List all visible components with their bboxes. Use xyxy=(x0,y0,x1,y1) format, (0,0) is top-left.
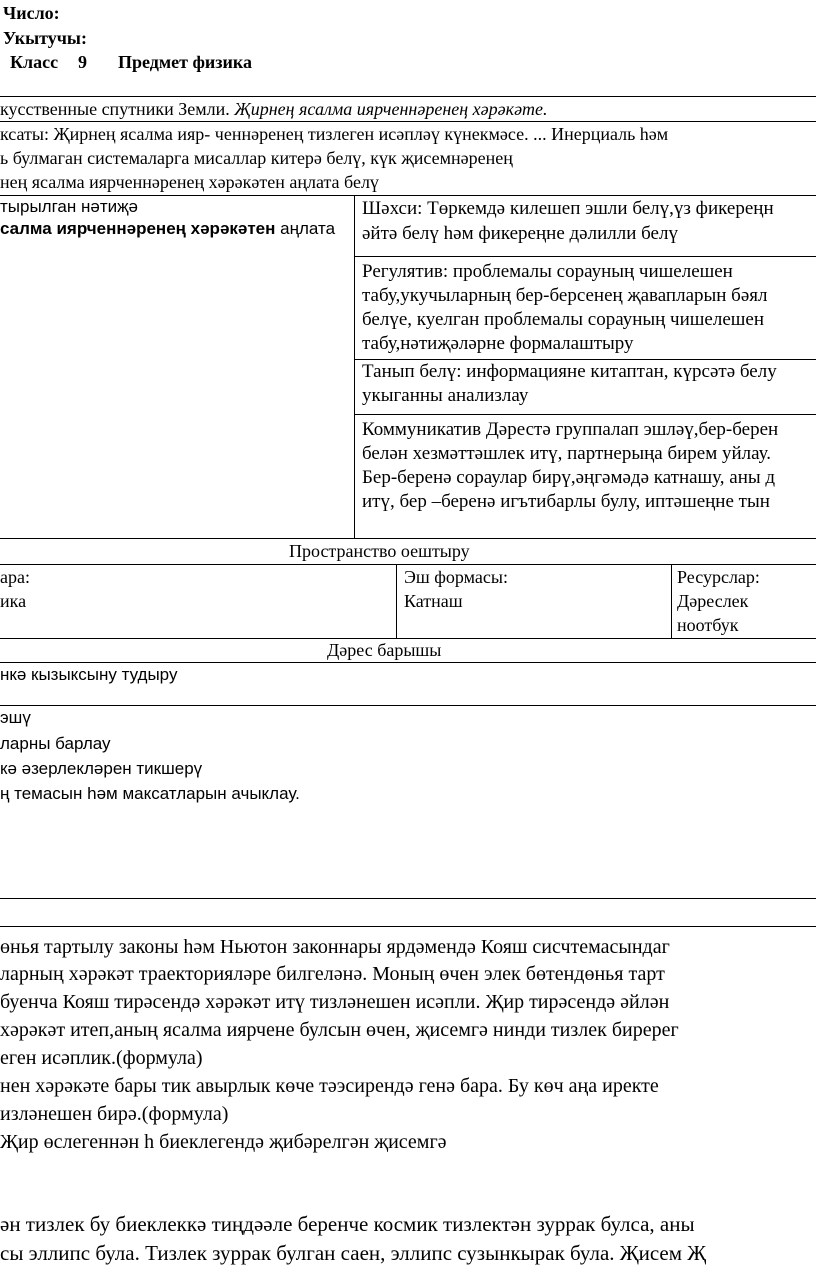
results-title: тырылган нәтиҗә xyxy=(0,197,138,216)
space-title: Пространство оештыру xyxy=(289,541,470,561)
org-line-3: кә әзерлекләрен тикшерү xyxy=(0,759,203,778)
date-label: Число: xyxy=(3,3,60,23)
body-line-8: Җир өслегеннән h биеклегендә җибәрелгән җисемгә xyxy=(0,1131,447,1153)
space-title-border xyxy=(0,564,816,565)
topic-row-border xyxy=(0,121,816,122)
class-label: Класс xyxy=(10,52,59,72)
body-top-border xyxy=(0,926,816,927)
regulative-line-2: табу,укучыларның бер-берсенең җавапларын бәял xyxy=(362,285,768,306)
results-desc-normal: аңлата xyxy=(275,219,336,238)
space-divider-1 xyxy=(396,564,397,638)
results-bottom-border xyxy=(0,538,816,539)
body-bottom-line-2: сы эллипс була. Тизлек зуррак булган саен, эллипс сузынкырак була. Җисем Җ xyxy=(0,1241,707,1265)
body-line-1: өнья тартылу законы һәм Ньютон законнары ярдәмендә Кояш сисчтемасындаг xyxy=(0,936,670,958)
org-line-4: ң темасын һәм максатларын ачыклау. xyxy=(0,784,300,803)
regulative-border xyxy=(354,359,816,360)
personal-line-1: Шәхси: Төркемдә килешеп эшли белү,үз фикереңн xyxy=(362,198,774,219)
goal-row-border xyxy=(0,195,816,196)
goal-line-1: ксаты: Җирнең ясалма ияр- ченнәренең тизлеген исәпләү күнекмәсе. ... Инерциаль һәм xyxy=(0,124,669,144)
goal-line-3: нең ясалма иярченнәренең хәрәкәтен аңлата белү xyxy=(0,172,379,192)
teacher-label: Укытучы: xyxy=(3,28,87,48)
regulative-line-4: табу,нәтиҗәләрне формалаштыру xyxy=(362,333,634,354)
space-col2-line-2: Катнаш xyxy=(404,591,463,611)
communicative-line-1: Коммуникатив Дәрестә группалап эшләү,бер-берен xyxy=(362,419,779,440)
body-bottom-line-1: ән тизлек бу биеклеккә тиңдәәле беренче космик тизлектән зуррак булса, аны xyxy=(0,1212,695,1236)
class-value: 9 xyxy=(78,52,87,72)
cognitive-line-1: Танып белү: информацияне китаптан, күрсәтә белу xyxy=(362,361,777,382)
space-col3-line-3: ноотбук xyxy=(677,615,739,635)
personal-line-2: әйтә белү һәм фикереңне дәлилли белү xyxy=(362,223,678,244)
space-col3-line-1: Ресурслар: xyxy=(677,567,760,587)
space-bottom-border xyxy=(0,638,816,639)
space-col3-line-2: Дәреслек xyxy=(677,591,749,611)
cognitive-border xyxy=(354,414,816,415)
body-line-5: еген исәплик.(формула) xyxy=(0,1047,203,1069)
results-divider xyxy=(354,195,355,538)
topic-italic: Җирнең ясалма иярченнәренең хәрәкәте. xyxy=(234,99,548,119)
goal-line-2: ь булмаган системаларга мисаллар китерә белү, күк җисемнәренең xyxy=(0,148,513,168)
org-bottom-border xyxy=(0,898,816,899)
org-line-2: ларны барлау xyxy=(0,734,111,753)
regulative-line-3: белүе, куелган проблемалы сорауның чишелешен xyxy=(362,309,764,330)
lesson-title: Дәрес барышы xyxy=(327,640,442,660)
table-top-border xyxy=(0,96,816,97)
lesson-title-border xyxy=(0,662,816,663)
body-line-7: изләнешен бирә.(формула) xyxy=(0,1103,229,1125)
personal-border xyxy=(354,256,816,257)
subject-label: Предмет физика xyxy=(118,52,252,72)
space-col1-line-2: ика xyxy=(0,591,27,611)
topic-row xyxy=(0,99,548,120)
motivation-border xyxy=(0,705,816,706)
results-desc xyxy=(0,219,335,239)
space-divider-2 xyxy=(671,564,672,638)
communicative-line-2: белән хезмәттәшлек итү, партнерыңа бирем уйлау. xyxy=(362,443,771,464)
space-col1-line-1: ара: xyxy=(0,567,30,587)
space-col2-line-1: Эш формасы: xyxy=(404,567,508,587)
cognitive-line-2: укыганны анализлау xyxy=(362,385,529,406)
body-line-2: ларның хәрәкәт траекторияләре билгеләнә. Моның өчен элек бөтендөнья тарт xyxy=(0,963,665,985)
body-line-6: нен хәрәкәте бары тик авырлык көче тәэсирендә генә бара. Бу көч аңа иректе xyxy=(0,1075,659,1097)
results-desc-bold: салма иярченнәренең хәрәкәтен xyxy=(0,219,276,238)
regulative-line-1: Регулятив: проблемалы сорауның чишелешен xyxy=(362,261,733,282)
body-line-3: буенча Кояш тирәсендә хәрәкәт итү тизләнешен исәпли. Җир тирәсендә әйлән xyxy=(0,991,670,1013)
org-line-1: эшү xyxy=(0,708,31,727)
topic-text: кусственные спутники Земли. xyxy=(0,99,235,119)
body-line-4: хәрәкәт итеп,аның ясалма иярчене булсын өчен, җисемгә нинди тизлек биререг xyxy=(0,1019,679,1041)
communicative-line-3: Бер-беренә сораулар бирү,әңгәмәдә катнашу, аны д xyxy=(362,467,776,488)
communicative-line-4: итү, бер –беренә игътибарлы булу, иптәшеңне тын xyxy=(362,491,770,512)
lesson-motivation: нкә кызыксыну тудыру xyxy=(0,665,178,684)
